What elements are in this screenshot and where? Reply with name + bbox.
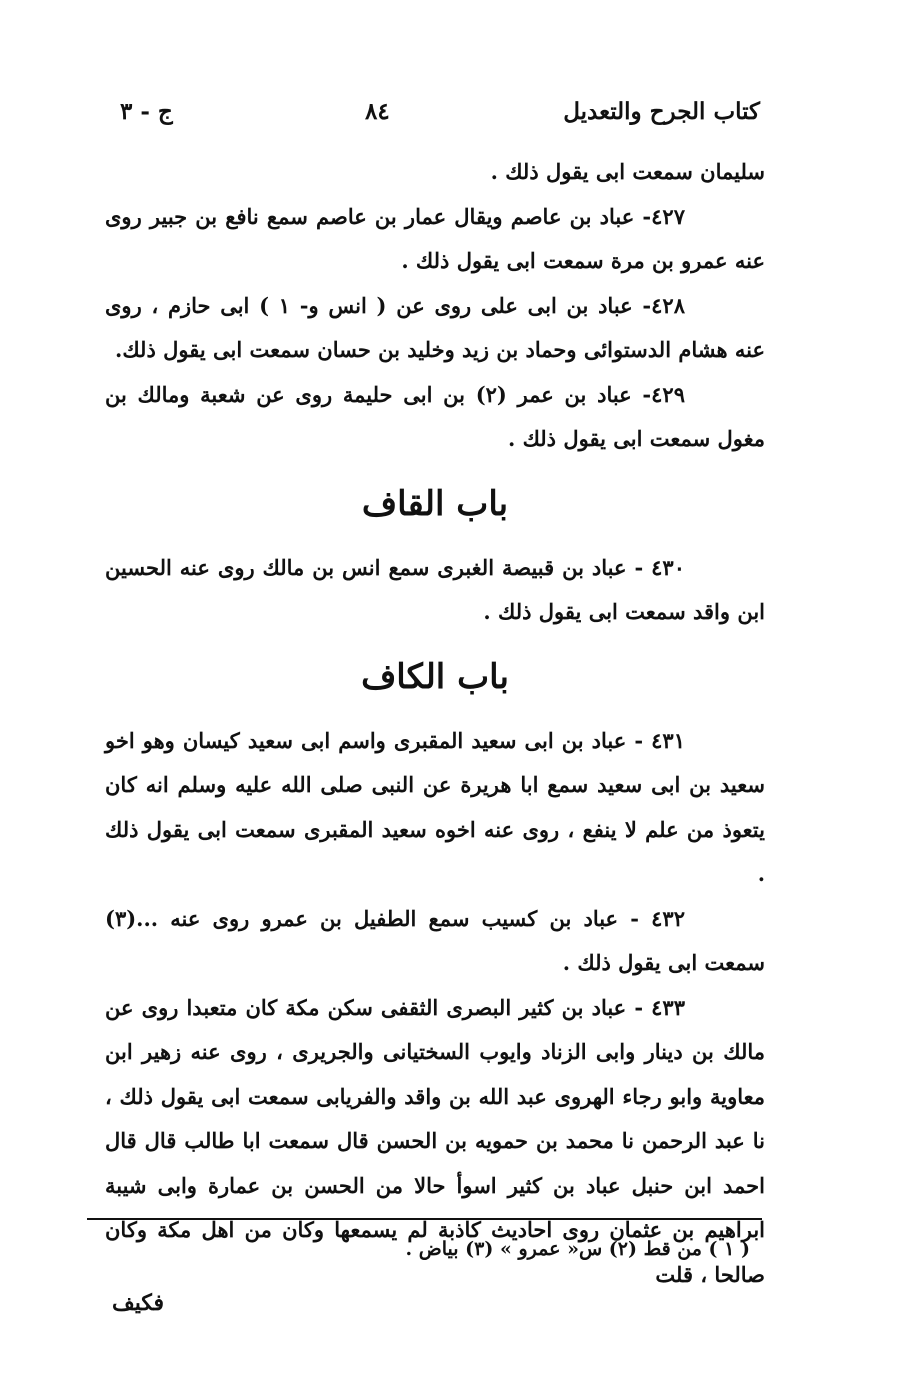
- footnotes: ( ١ ) من قط (٢) س« عمرو » (٣) بياض .: [405, 1238, 750, 1260]
- entry-431: ٤٣١ - عباد بن ابى سعيد المقبرى واسم ابى سعيد كيسان وهو اخو سعيد بن ابى سعيد سمع ابا هريرة عن النبى صلى الله عليه وسلم انه كان يتعوذ من علم لا ينفع ، روى عنه اخوه سعيد المقبرى سمعت ابى يقول ذلك .: [105, 727, 765, 886]
- running-header: [110, 98, 760, 138]
- entry-428: ٤٢٨- عباد بن ابى على روى عن ( انس و- ١ ) ابى حازم ، روى عنه هشام الدستوائى وحماد بن زيد وخليد بن حسان سمعت ابى يقول ذلك.: [105, 292, 765, 362]
- page-number: ٨٤: [365, 98, 390, 125]
- entry-433: ٤٣٣ - عباد بن كثير البصرى الثقفى سكن مكة كان متعبدا روى عن مالك بن دينار وابى الزناد وايوب السختيانى والجريرى ، روى عنه زهير ابن معاوية وابو رجاء الهروى عبد الله بن واقد والفريابى سمعت ابى يقول ذلك ، نا عبد الرحمن نا محمد بن حمويه بن الحسن قال سمعت ابا طالب قال قال احمد ابن حنبل عباد بن كثير اسوأ حالا من الحسن بن عمارة وابى شيبة ابراهيم بن عثمان روى احاديث كاذبة لم يسمعها وكان من اهل مكة وكان صالحا ، قلت: [105, 994, 765, 1287]
- entry-430: ٤٣٠ - عباد بن قبيصة الغبرى سمع انس بن مالك روى عنه الحسين ابن واقد سمعت ابى يقول ذلك .: [105, 554, 765, 624]
- entry-429: ٤٢٩- عباد بن عمر (٢) بن ابى حليمة روى عن شعبة ومالك بن مغول سمعت ابى يقول ذلك .: [105, 381, 765, 451]
- catchword: فكيف: [112, 1290, 165, 1316]
- section-heading-qaf: باب القاف: [361, 483, 509, 524]
- continuation-text: سليمان سمعت ابى يقول ذلك .: [490, 159, 765, 184]
- entry-432: ٤٣٢ - عباد بن كسيب سمع الطفيل بن عمرو روى عنه ...(٣) سمعت ابى يقول ذلك .: [105, 905, 765, 975]
- entry-427: ٤٢٧- عباد بن عاصم ويقال عمار بن عاصم سمع نافع بن جبير روى عنه عمرو بن مرة سمعت ابى يقول ذلك .: [105, 203, 765, 273]
- volume-label: ج - ٣: [120, 98, 173, 125]
- page-body: [105, 150, 765, 1297]
- footnote-divider: [87, 1218, 762, 1220]
- book-title: كتاب الجرح والتعديل: [563, 98, 760, 125]
- section-heading-kaf: باب الكاف: [361, 656, 509, 697]
